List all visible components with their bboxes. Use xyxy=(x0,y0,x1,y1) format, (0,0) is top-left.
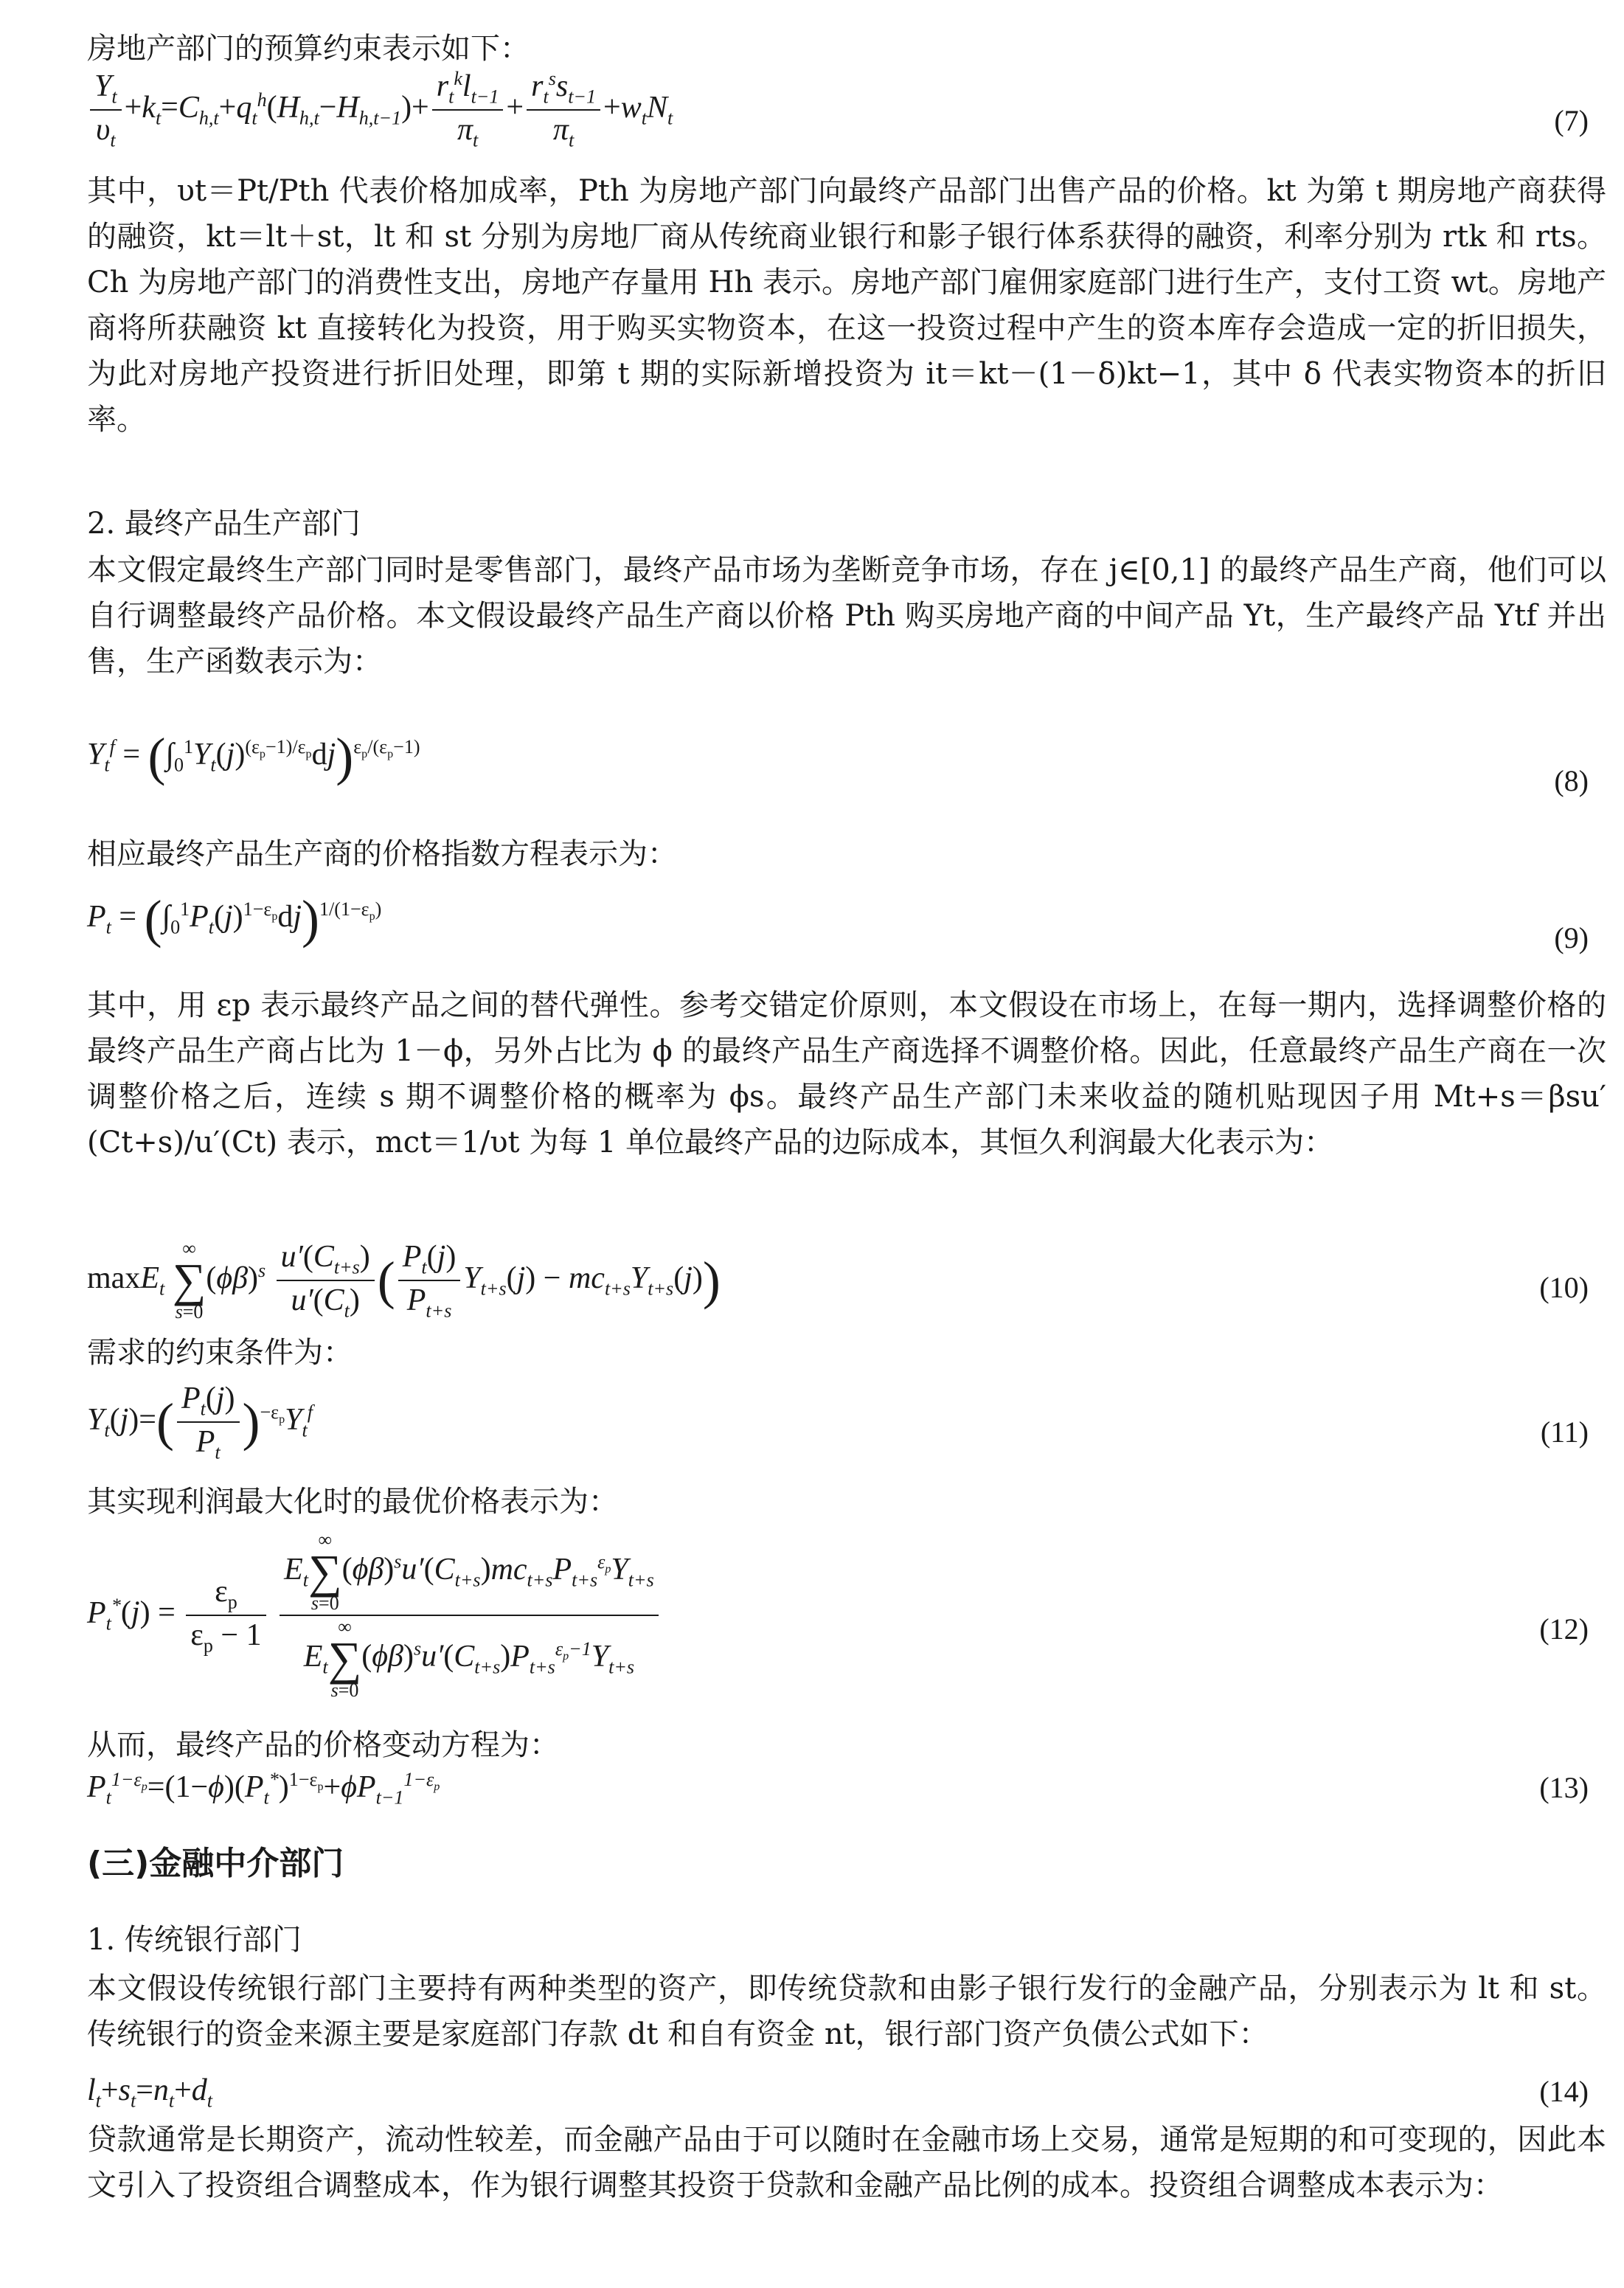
paragraph-bank: 本文假设传统银行部门主要持有两种类型的资产，即传统贷款和由影子银行发行的金融产品，分别表示为 lt 和 st。传统银行的资金来源主要是家庭部门存款 dt 和自有资金 nt，银行部门资产负债公式如下： xyxy=(87,1972,1606,2051)
equation-number-14: (14) xyxy=(1539,2075,1589,2108)
paragraph-pricing: 其中，用 εp 表示最终产品之间的替代弹性。参考交错定价原则，本文假设在市场上，在每一期内，选择调整价格的最终产品生产商占比为 1－ϕ，另外占比为 ϕ 的最终产品生产商选择不调整价格。因此，任意最终产品生产商在一次调整价格之后，连续 s 期不调整价格的概率为 ϕs。最终产品生产部门未来收益的随机贴现因子用 Mt+s＝βsu′(Ct+s)/u′(Ct) 表示，mct＝1/υt 为每 1 单位最终产品的边际成本，其恒久利润最大化表示为： xyxy=(87,988,1606,1159)
equation-number-8: (8) xyxy=(1554,764,1589,797)
equation-number-9: (9) xyxy=(1554,921,1589,954)
equation-13: $P_t^{1-\varepsilon_p}=(1-\phi)(P_t^*)^{1-\varepsilon_p}+\phi P_{t-1}^{1-\varepsilon_p}$ xyxy=(87,1769,440,1809)
thus-text: 从而，最终产品的价格变动方程为： xyxy=(87,1728,559,1762)
equation-number-12: (12) xyxy=(1539,1612,1589,1646)
equation-number-7: (7) xyxy=(1554,104,1589,137)
intro-text: 房地产部门的预算约束表示如下： xyxy=(87,32,530,66)
price-index-text: 相应最终产品生产商的价格指数方程表示为： xyxy=(87,837,677,871)
equation-number-13: (13) xyxy=(1539,1771,1589,1804)
equation-7: $\frac{Y_t}{\upsilon_t}$ $+k_t=C_{h,t}+q_t^h(H_{h,t}-H_{h,t-1})+$ $\frac{r_t^kl_{t-1}}{\pi_t}$ + $\frac{r_t^ss_{t-1}}{\pi_t}$ $+w_tN_t$ xyxy=(87,68,673,152)
equation-number-10: (10) xyxy=(1539,1271,1589,1304)
section-2-title: 2. 最终产品生产部门 xyxy=(87,507,361,541)
equation-14: $l_t+s_t=n_t+d_t$ xyxy=(87,2073,213,2112)
section-heading-financial: (三)金融中介部门 xyxy=(87,1845,344,1882)
optimal-text: 其实现利润最大化时的最优价格表示为： xyxy=(87,1485,618,1519)
equation-number-11: (11) xyxy=(1540,1415,1589,1449)
equation-9: $P_t = (\int_0^1P_t(j)^{1-\varepsilon_p}dj)^{1/(1-\varepsilon_p)}$ xyxy=(87,890,382,949)
paragraph-definitions: 其中，υt＝Pt/Pth 代表价格加成率，Pth 为房地产部门向最终产品部门出售产品的价格。kt 为第 t 期房地产商获得的融资，kt＝lt＋st，lt 和 st 分别为房地厂商从传统商业银行和影子银行体系获得的融资，利率分别为 rtk 和 rts。Ch 为房地产部门的消费性支出，房地产存量用 Hh 表示。房地产部门雇佣家庭部门进行生产，支付工资 wt。房地产商将所获融资 kt 直接转化为投资，用于购买实物资本，在这一投资过程中产生的资本库存会造成一定的折旧损失，为此对房地产投资进行折旧处理，即第 t 期的实际新增投资为 it＝kt－(1－δ)kt−1，其中 δ 代表实物资本的折旧率。 xyxy=(87,174,1606,437)
equation-12: $P_t^*(j)$ = $\frac{\varepsilon_p}{\varepsilon_p - 1}$ $E_t\infty$ ∑ $s=0(\phi\beta)^su'(C_{t+s})mc_{t+s}P_{t+s}^{\varepsilon_p}Y_{t+s}$ $E_t\infty$ ∑ $s=0(\phi\beta)^su'(C_{t+s})P_{t+s}^{\varepsilon_p-1}Y_{t+s}$ xyxy=(87,1530,662,1700)
equation-8: $Y_t^f = (\int_0^1Y_t(j)^{(\varepsilon_p-1)/\varepsilon_p}dj)^{\varepsilon_p/(\varepsilon_p-1)}$ xyxy=(87,727,420,786)
paragraph-final-goods: 本文假定最终生产部门同时是零售部门，最终产品市场为垄断竞争市场，存在 j∈[0,1] 的最终产品生产商，他们可以自行调整最终产品价格。本文假设最终产品生产商以价格 Pth 购买房地产商的中间产品 Yt，生产最终产品 Ytf 并出售，生产函数表示为： xyxy=(87,553,1606,679)
equation-10: maxE$_t$ ∞ ∑ $s=0(\phi\beta)^s$ $\frac{u'(C_{t+s})}{u'(C_t)}$ ( $\frac{P_t(j)}{P_{t+s}}$ $Y_{t+s}(j) - mc_{t+s}Y_{t+s}(j)$) xyxy=(87,1238,721,1323)
equation-11: $Y_t(j)=$( $\frac{P_t(j)}{P_t}$ )$^{-\varepsilon_p}Y_t^f$ xyxy=(87,1382,313,1463)
demand-text: 需求的约束条件为： xyxy=(87,1336,353,1370)
paragraph-loans: 贷款通常是长期资产，流动性较差，而金融产品由于可以随时在金融市场上交易，通常是短期的和可变现的，因此本文引入了投资组合调整成本，作为银行调整其投资于贷款和金融产品比例的成本。投资组合调整成本表示为： xyxy=(87,2123,1606,2202)
subsection-traditional-bank: 1. 传统银行部门 xyxy=(87,1923,302,1957)
